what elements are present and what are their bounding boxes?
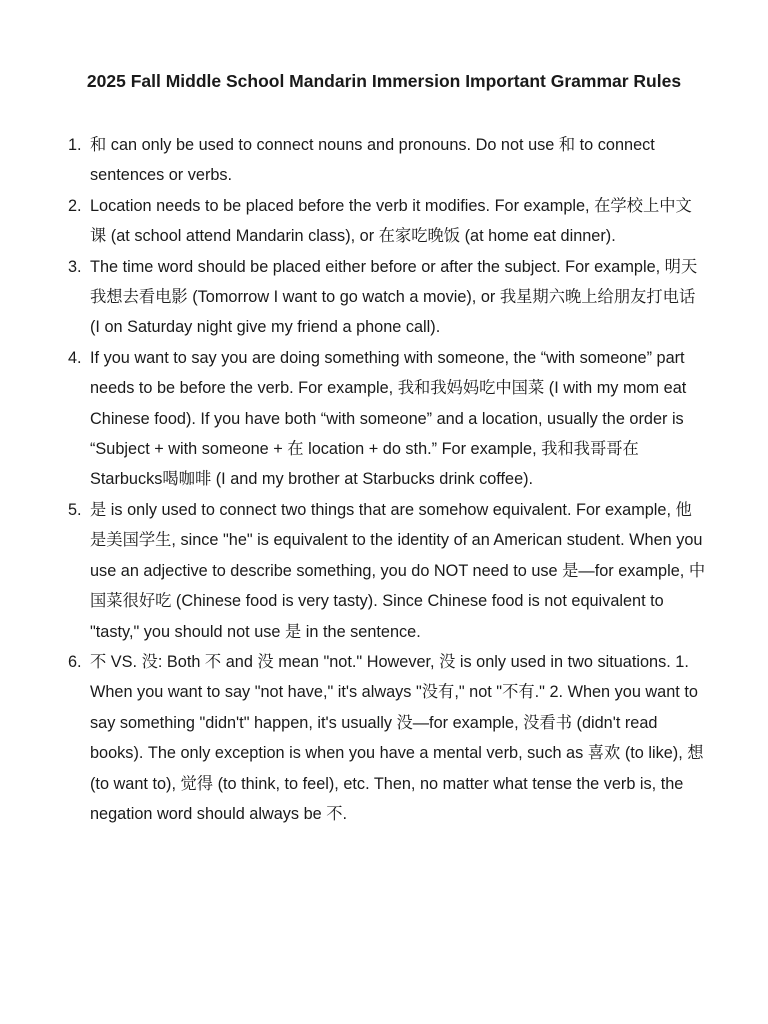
rule-item (68, 647, 708, 829)
rule-item (68, 191, 708, 252)
rule-text: If you want to say you are doing something with someone, the “with someone” part needs to be before the verb. For example, 我和我妈妈吃中国菜 (I with my mom eat Chinese food). If you have both “with someone” and a location, usually the order is “Subject + with someone + 在 location + do sth.” For example, 我和我哥哥在Starbucks喝咖啡 (I and my brother at Starbucks drink coffee). (90, 348, 687, 489)
rule-number: 1. (68, 136, 82, 154)
rule-item (68, 130, 708, 191)
rule-text: The time word should be placed either before or after the subject. For example, 明天我想去看电影 (Tomorrow I want to go watch a movie), or 我星期六晚上给朋友打电话 (I on Saturday night give my friend a phone call). (90, 257, 698, 337)
grammar-rules-list (68, 130, 708, 829)
rule-number: 6. (68, 652, 82, 671)
rule-item (68, 343, 708, 495)
rule-number: 4. (68, 348, 82, 367)
rule-number: 2. (68, 196, 82, 215)
rule-number: 3. (68, 257, 82, 276)
rule-text: Location needs to be placed before the verb it modifies. For example, 在学校上中文课 (at school attend Mandarin class), or 在家吃晚饭 (at home eat dinner). (90, 196, 692, 246)
rule-item (68, 252, 708, 343)
rule-text: 不 VS. 没: Both 不 and 没 mean "not." However, 没 is only used in two situations. 1. When you want to say "not have," it's always "没有," not "不有." 2. When you want to say something "didn't" happen, it's usually 没—for example, 没看书 (didn't read books). The only exception is when you have a mental verb, such as 喜欢 (to like), 想 (to want to), 觉得 (to think, to feel), etc. Then, no matter what tense the verb is, the negation word should always be 不. (90, 652, 704, 823)
rule-text: 和 can only be used to connect nouns and pronouns. Do not use 和 to connect sentences or verbs. (90, 136, 655, 185)
rule-text: 是 is only used to connect two things that are somehow equivalent. For example, 他是美国学生, since "he" is equivalent to the identity of an American student. When you use an adjective to describe something, you do NOT need to use 是—for example, 中国菜很好吃 (Chinese food is very tasty). Since Chinese food is not equivalent to "tasty," you should not use 是 in the sentence. (90, 500, 706, 641)
document-title: 2025 Fall Middle School Mandarin Immersion Important Grammar Rules (86, 71, 682, 91)
rule-number: 5. (68, 500, 82, 519)
rule-item (68, 495, 708, 647)
